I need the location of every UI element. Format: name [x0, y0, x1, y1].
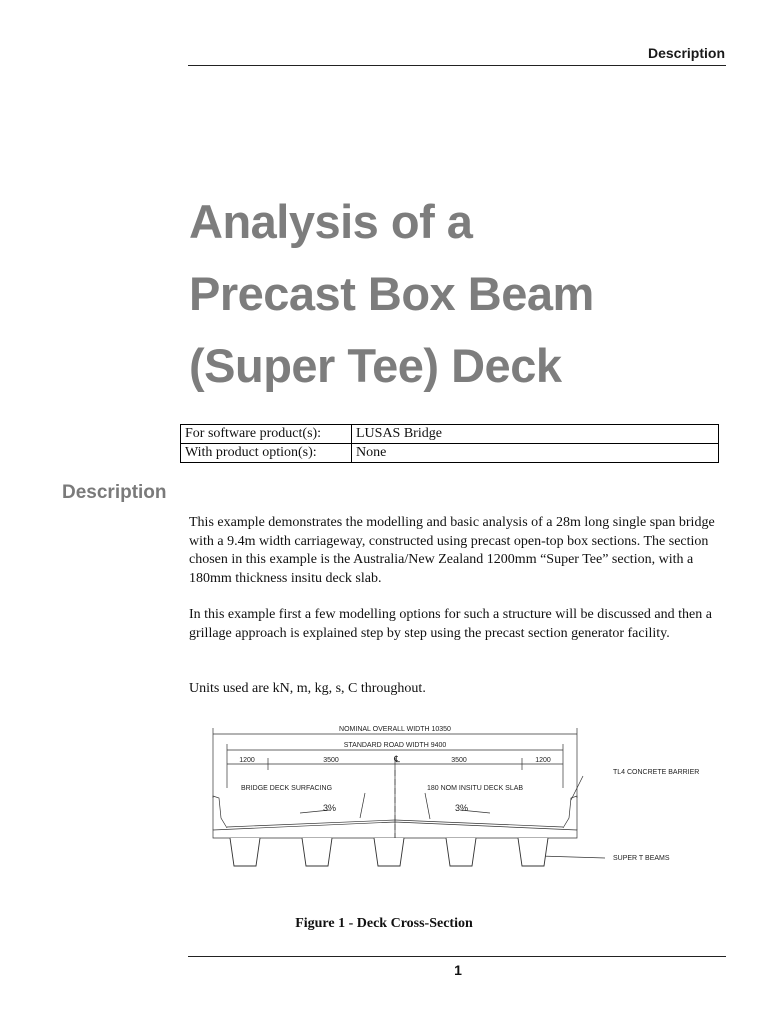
table-row: [181, 444, 719, 463]
paragraph: Units used are kN, m, kg, s, C throughout.: [189, 681, 426, 696]
dim-overall-label: NOMINAL OVERALL WIDTH 10350: [339, 726, 451, 733]
table-cell-value: None: [352, 444, 719, 463]
table-cell-label: For software product(s):: [181, 425, 352, 444]
table-cell-value: LUSAS Bridge: [352, 425, 719, 444]
paragraph: This example demonstrates the modelling and basic analysis of a 28m long single span bridge with a 9.4m width carriageway, constructed using precast open-top box sections. The section chosen in this example is the Australia/New Zealand 1200mm “Super Tee” section, with a 180mm thickness insitu deck slab.: [189, 515, 715, 586]
dim-right-3500: 3500: [451, 757, 467, 764]
centerline-symbol: ℄: [394, 754, 400, 764]
page-number: 1: [454, 962, 462, 978]
paragraph: In this example first a few modelling options for such a structure will be discussed and then a grillage approach is explained step by step using the precast section generator facility.: [189, 607, 712, 641]
title-line-2: Precast Box Beam: [189, 267, 594, 320]
title-line-3: (Super Tee) Deck: [189, 339, 562, 392]
product-info-table: [180, 424, 719, 463]
slope-left-label: 3%: [323, 803, 337, 813]
beams-label: SUPER T BEAMS: [613, 855, 670, 862]
surfacing-label: BRIDGE DECK SURFACING: [241, 785, 333, 792]
slab-label: 180 NOM INSITU DECK SLAB: [427, 785, 524, 792]
title-line-1: Analysis of a: [189, 195, 473, 248]
section-heading: Description: [62, 482, 167, 503]
dim-left-3500: 3500: [323, 757, 339, 764]
table-cell-label: With product option(s):: [181, 444, 352, 463]
dim-road-label: STANDARD ROAD WIDTH 9400: [343, 742, 447, 749]
dim-left-1200: 1200: [239, 757, 255, 764]
running-header: Description: [647, 45, 725, 61]
table-row: [181, 425, 719, 444]
footer-rule: [188, 956, 726, 957]
header-rule: [188, 65, 726, 66]
dim-right-1200: 1200: [535, 757, 551, 764]
document-title: [189, 186, 749, 402]
slope-right-label: 3%: [455, 803, 469, 813]
barrier-label: TL4 CONCRETE BARRIER: [613, 769, 700, 776]
deck-cross-section-figure: [205, 718, 725, 900]
figure-caption: Figure 1 - Deck Cross-Section: [295, 916, 473, 931]
